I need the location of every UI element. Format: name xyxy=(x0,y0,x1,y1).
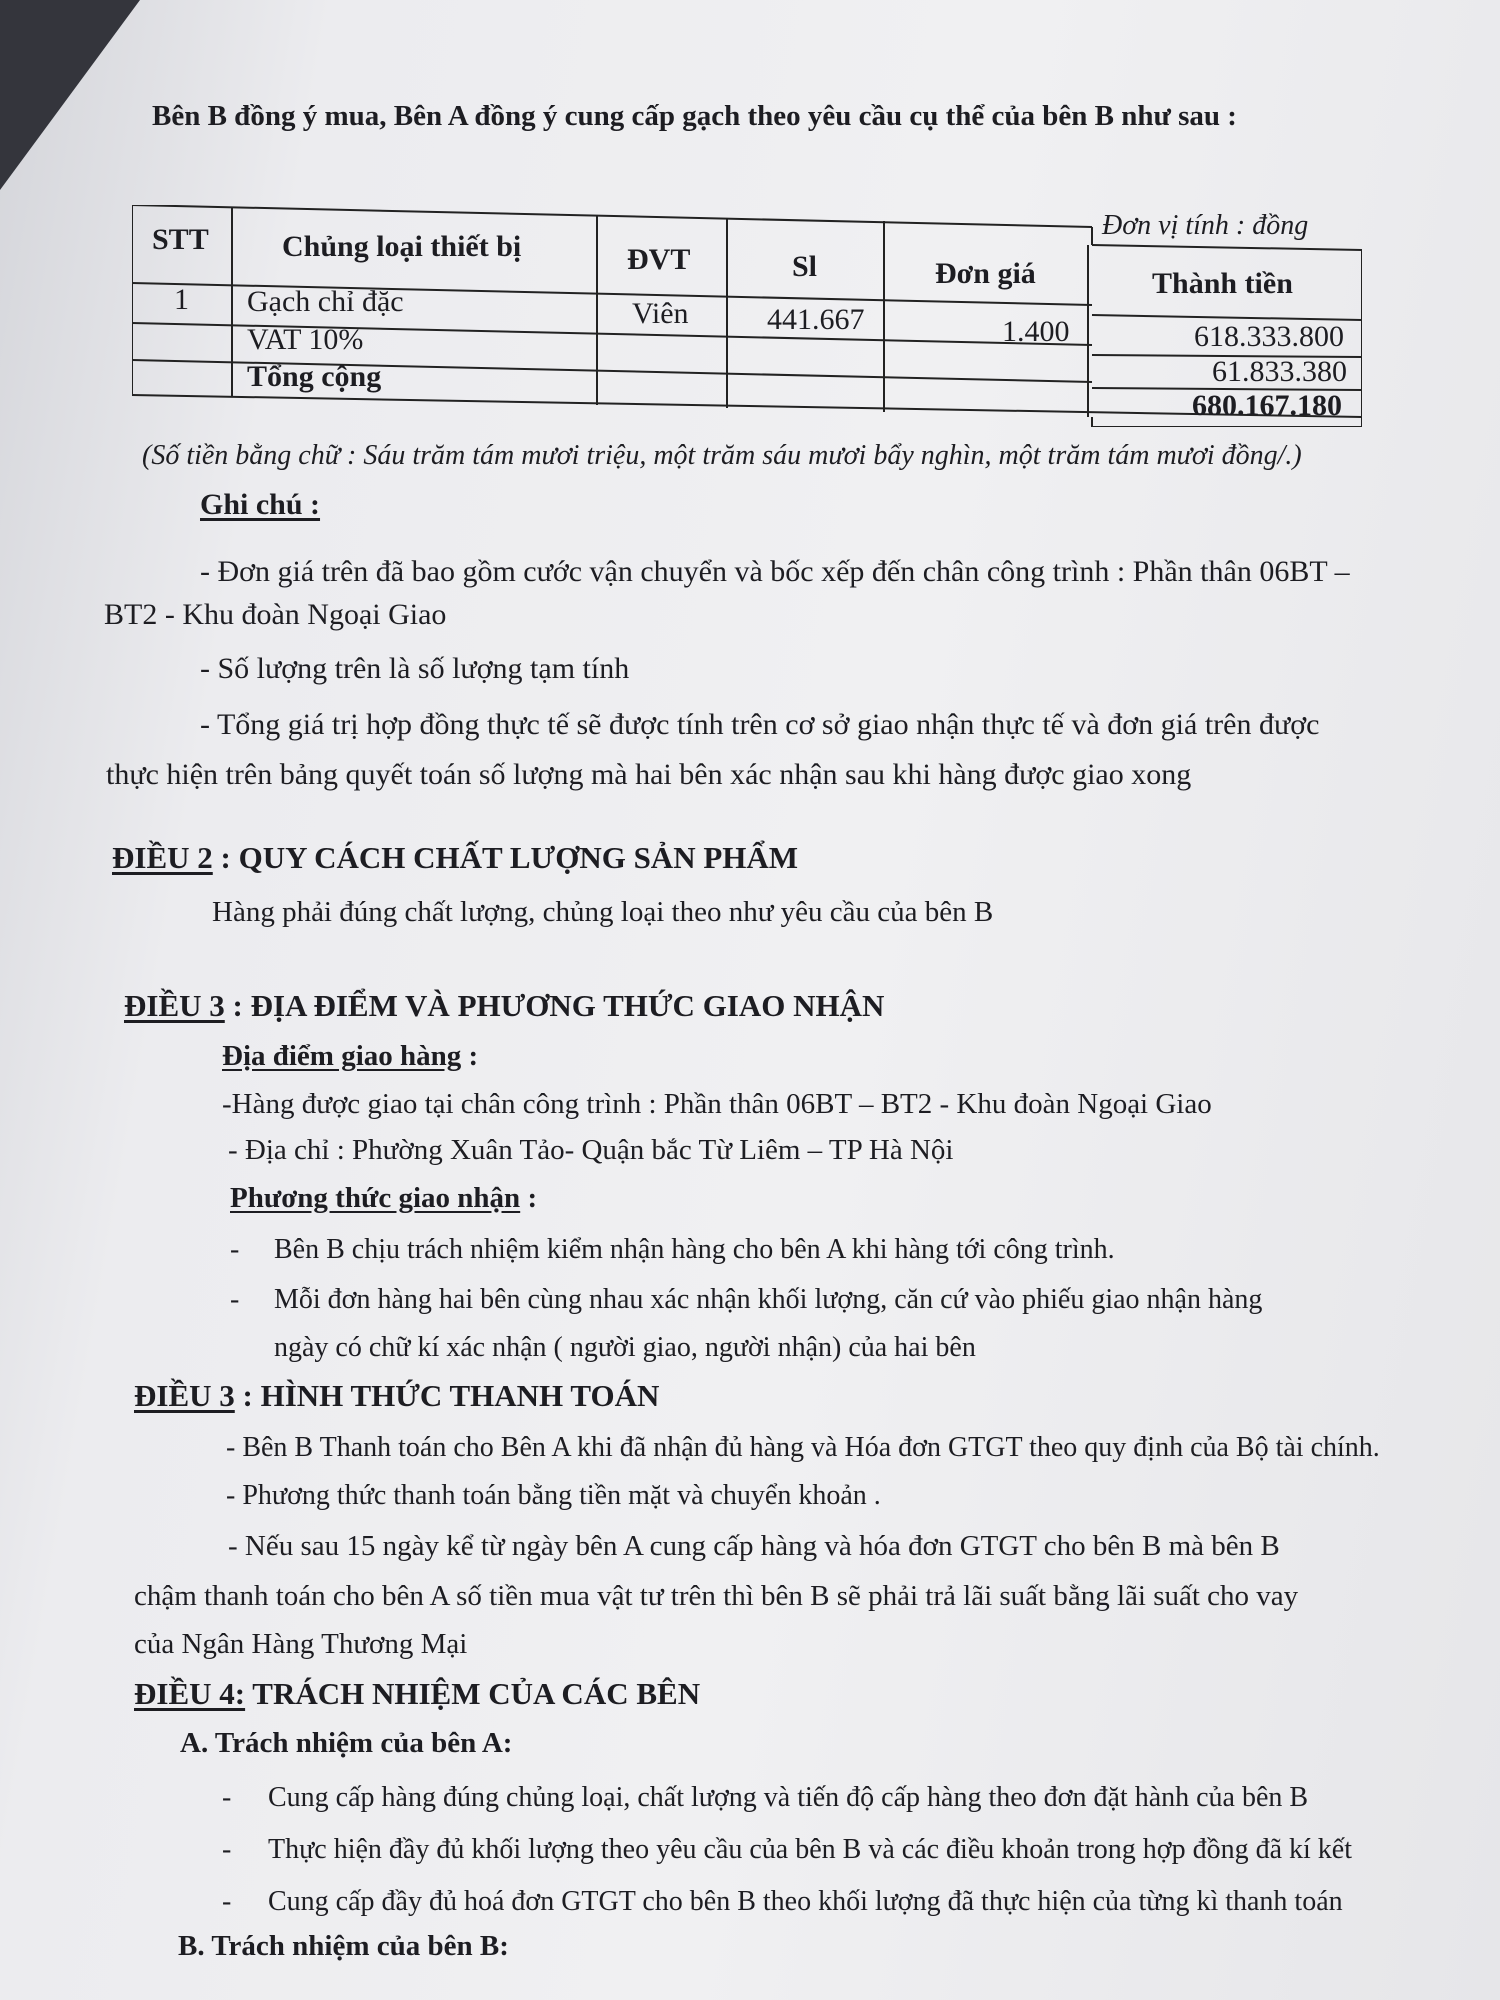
party-a-line-2: Thực hiện đầy đủ khối lượng theo yêu cầu của bên B và các điều khoản trong hợp đồng đã kí kết xyxy=(268,1834,1353,1865)
article-4-heading xyxy=(134,1676,700,1712)
method-title-text: Phương thức giao nhận xyxy=(230,1182,521,1214)
party-b-title: B. Trách nhiệm của bên B: xyxy=(178,1930,509,1962)
article-3a-title: : ĐỊA ĐIỂM VÀ PHƯƠNG THỨC GIAO NHẬN xyxy=(224,988,885,1023)
place-title xyxy=(222,1040,478,1073)
article-2-heading xyxy=(112,840,798,876)
method-title xyxy=(230,1182,537,1215)
payment-line-3a: - Nếu sau 15 ngày kể từ ngày bên A cung cấp hàng và hóa đơn GTGT cho bên B mà bên B xyxy=(228,1530,1280,1562)
party-a-3-dash: - xyxy=(222,1886,232,1917)
header-sl: Sl xyxy=(792,250,818,283)
article-4-title: TRÁCH NHIỆM CỦA CÁC BÊN xyxy=(245,1676,701,1711)
amount-in-words: (Số tiền bằng chữ : Sáu trăm tám mươi triệu, một trăm sáu mươi bẩy nghìn, một trăm tám mươi đồng/.) xyxy=(142,440,1302,471)
article-2-body: Hàng phải đúng chất lượng, chủng loại theo như yêu cầu của bên B xyxy=(212,896,994,928)
header-dvt: ĐVT xyxy=(627,243,691,276)
row1-stt: 1 xyxy=(174,283,189,316)
method-title-colon: : xyxy=(520,1182,538,1214)
note-3b: thực hiện trên bảng quyết toán số lượng mà hai bên xác nhận sau khi hàng được giao xong xyxy=(106,758,1192,791)
party-a-2-dash: - xyxy=(222,1834,232,1865)
party-a-title: A. Trách nhiệm của bên A: xyxy=(180,1727,513,1759)
article-2-label: ĐIỀU 2 xyxy=(112,840,213,875)
article-3a-label: ĐIỀU 3 xyxy=(124,988,225,1023)
intro-line: Bên B đồng ý mua, Bên A đồng ý cung cấp gạch theo yêu cầu cụ thể của bên B như sau : xyxy=(152,100,1237,132)
article-3a-heading xyxy=(124,988,884,1024)
method-2-dash: - xyxy=(230,1284,240,1315)
party-a-line-3: Cung cấp đầy đủ hoá đơn GTGT cho bên B theo khối lượng đã thực hiện của từng kì thanh toán xyxy=(268,1886,1343,1917)
header-amount: Thành tiền xyxy=(1152,267,1293,300)
header-stt: STT xyxy=(152,223,209,256)
payment-line-3b: chậm thanh toán cho bên A số tiền mua vật tư trên thì bên B sẽ phải trả lãi suất bằng lãi suất cho vay xyxy=(134,1580,1299,1612)
payment-line-2: - Phương thức thanh toán bằng tiền mặt và chuyển khoản . xyxy=(226,1480,881,1511)
row1-amount: 618.333.800 xyxy=(1194,320,1344,353)
note-3a: - Tổng giá trị hợp đồng thực tế sẽ được tính trên cơ sở giao nhận thực tế và đơn giá trên được xyxy=(200,708,1320,741)
row1-sl: 441.667 xyxy=(767,303,865,336)
header-price: Đơn giá xyxy=(935,257,1036,290)
article-4-label: ĐIỀU 4: xyxy=(134,1676,246,1711)
payment-line-3c: của Ngân Hàng Thương Mại xyxy=(134,1628,468,1660)
payment-line-1: - Bên B Thanh toán cho Bên A khi đã nhận đủ hàng và Hóa đơn GTGT theo quy định của Bộ tài chính. xyxy=(226,1432,1380,1463)
vat-amount: 61.833.380 xyxy=(1212,355,1347,388)
article-3b-label: ĐIỀU 3 xyxy=(134,1378,235,1413)
note-1a: - Đơn giá trên đã bao gồm cước vận chuyển và bốc xếp đến chân công trình : Phần thân 06BT – xyxy=(200,555,1350,588)
row1-price: 1.400 xyxy=(1002,315,1070,348)
method-line-2a: Mỗi đơn hàng hai bên cùng nhau xác nhận khối lượng, căn cứ vào phiếu giao nhận hàng xyxy=(274,1284,1263,1315)
page-corner-shadow xyxy=(0,0,140,190)
method-line-2b: ngày có chữ kí xác nhận ( người giao, người nhận) của hai bên xyxy=(274,1332,976,1363)
article-3b-heading xyxy=(134,1378,659,1414)
header-item: Chủng loại thiết bị xyxy=(282,230,522,263)
place-title-text: Địa điểm giao hàng xyxy=(222,1040,462,1072)
article-3b-title: : HÌNH THỨC THANH TOÁN xyxy=(234,1378,660,1413)
row1-dvt: Viên xyxy=(632,297,689,330)
row1-item: Gạch chỉ đặc xyxy=(247,285,404,318)
total-amount: 680.167.180 xyxy=(1192,389,1342,422)
total-label: Tổng cộng xyxy=(247,360,382,393)
method-1-dash: - xyxy=(230,1234,240,1265)
article-2-title: : QUY CÁCH CHẤT LƯỢNG SẢN PHẨM xyxy=(212,840,799,875)
vat-label: VAT 10% xyxy=(247,323,364,356)
note-2: - Số lượng trên là số lượng tạm tính xyxy=(200,652,630,685)
notes-title: Ghi chú : xyxy=(200,488,321,521)
place-line-1: -Hàng được giao tại chân công trình : Phần thân 06BT – BT2 - Khu đoàn Ngoại Giao xyxy=(222,1088,1212,1120)
price-table xyxy=(132,205,1362,427)
note-1b: BT2 - Khu đoàn Ngoại Giao xyxy=(104,598,447,631)
unit-note: Đơn vị tính : đồng xyxy=(1102,210,1309,241)
place-line-2: - Địa chỉ : Phường Xuân Tảo- Quận bắc Từ Liêm – TP Hà Nội xyxy=(228,1134,954,1166)
place-title-colon: : xyxy=(461,1040,479,1072)
method-line-1: Bên B chịu trách nhiệm kiểm nhận hàng cho bên A khi hàng tới công trình. xyxy=(274,1234,1115,1265)
party-a-line-1: Cung cấp hàng đúng chủng loại, chất lượng và tiến độ cấp hàng theo đơn đặt hành của bên B xyxy=(268,1782,1309,1813)
party-a-1-dash: - xyxy=(222,1782,232,1813)
